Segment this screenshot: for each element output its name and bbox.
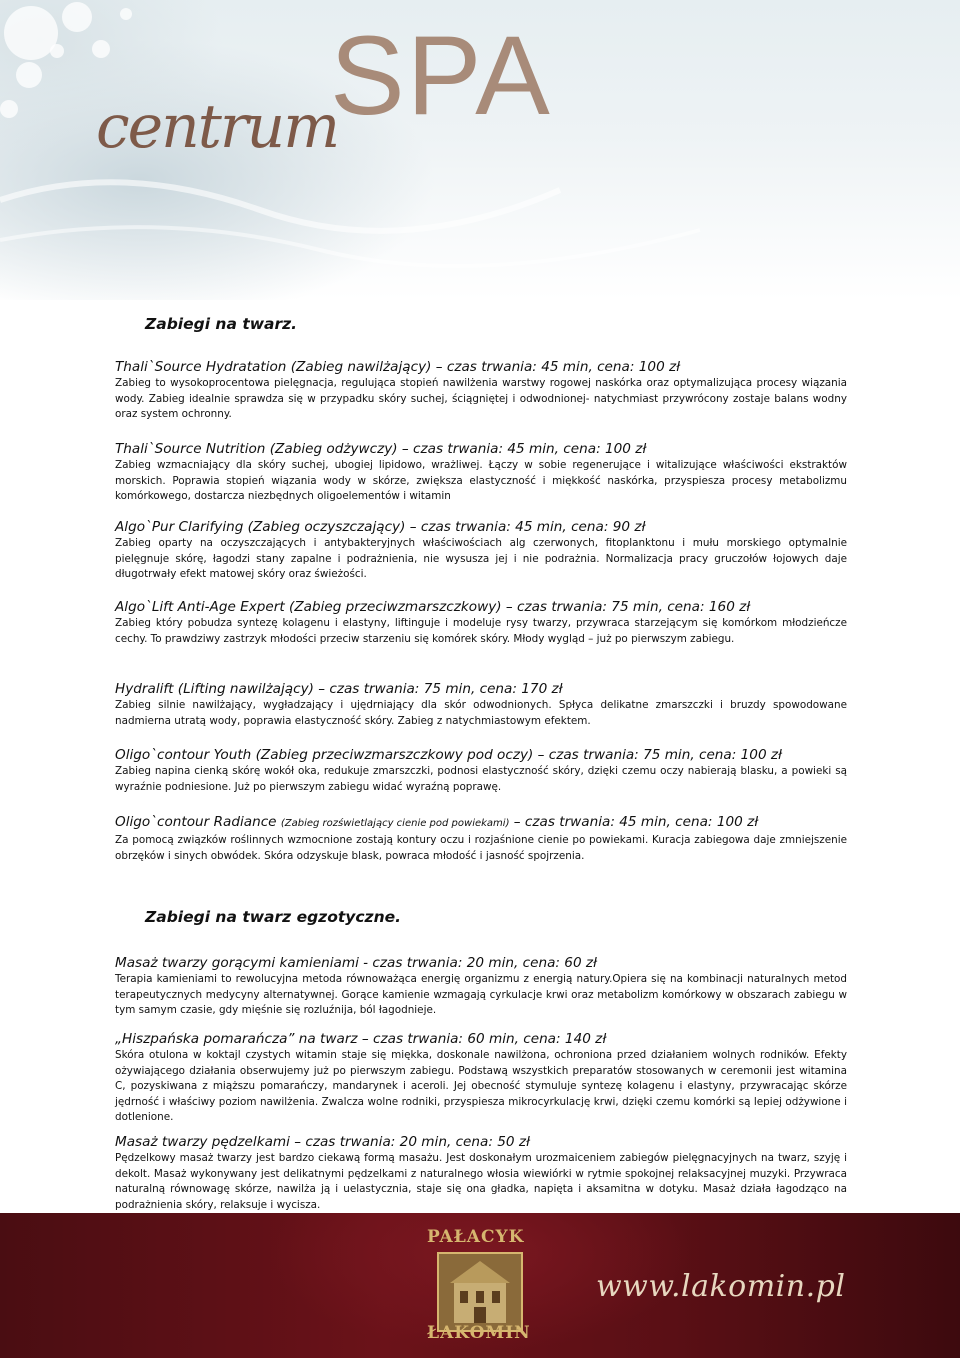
treatment-description: Zabieg wzmacniający dla skóry suchej, ubogiej lipidowo, wrażliwej. Łączy w sobie regenerujące i witalizujące właściwości ekstraktów morskich. Poprawia stopień wiązania wody w skórze, zwiększa elastyczność i miękkość naskórka, przyspiesza procesy metabolizmu komórkowego, dostarcza niezbędnych oligoelementów i witamin [115,459,847,502]
treatment-title [115,814,847,832]
footer-brand-bottom: ŁAKOMIN [427,1323,531,1343]
treatment-description: Za pomocą związków roślinnych wzmocnione zostają kontury oczu i rozjaśnione cienie po powiekami. Kuracja zabiegowa daje zmniejszenie obrzęków i sinych obwódek. Skóra odzyskuje blask, powraca młodość i jasność spojrzenia. [115,834,847,862]
treatment-item [115,1134,847,1213]
treatment-description: Zabieg to wysokoprocentowa pielęgnacja, regulująca stopień nawilżenia warstwy rogowej naskórka oraz optymalizująca procesy wiązania wody. Zabieg idealnie sprawdza się w przypadku skóry suchej, ściągniętej i odwodnionej- natychmiast przywrócony zostaje balans wodny oraz system ochronny. [115,377,847,420]
logo-spa-text: SPA [330,13,552,138]
treatment-item [115,681,847,729]
treatment-title-note: (Zabieg rozświetlający cienie pod powiekami) [280,818,510,829]
treatment-description: Pędzelkowy masaż twarzy jest bardzo ciekawą formą masażu. Jest doskonałym urozmaiceniem zabiegów pielęgnacyjnych na twarz, szyję i dekolt. Masaż wykonywany jest delikatnymi pędzelkami z naturalnego włosia wiewiórki w rytmie spokojnej relaksacyjnej muzyki. Przywraca naturalną równowagę skórze, nawilża ją i uelastycznia, staje się ona gładka, napięta i aksamitna w dotyku. Masaż działa łagodząco na podrażnienia skóry, relaksuje i wycisza. [115,1152,847,1211]
treatment-title: Algo`Pur Clarifying (Zabieg oczyszczający) – czas trwania: 45 min, cena: 90 zł [115,519,646,535]
treatment-title-main: Oligo`contour Radiance [115,814,281,830]
treatment-description: Terapia kamieniami to rewolucyjna metoda równoważąca energię organizmu z energią natury.Opiera się na kombinacji naturalnych metod terapeutycznych medycyny alternatywnej. Gorące kamienie wzmagają cyrkulacje krwi oraz metabolizm komórkowy w obszarach zabiegu w tym samym czasie, gdy mięśnie się rozluźnija, ból łagodnieje. [115,973,847,1016]
treatment-item [115,441,847,505]
logo-centrum-text: centrum [96,92,339,162]
treatment-title-rest: – czas trwania: 45 min, cena: 100 zł [509,814,759,830]
treatment-item [115,599,847,647]
header-banner [0,0,960,300]
treatment-title: „Hiszpańska pomarańcza” na twarz – czas trwania: 60 min, cena: 140 zł [115,1031,607,1047]
treatment-item [115,519,847,583]
treatment-title: Masaż twarzy gorącymi kamieniami - czas trwania: 20 min, cena: 60 zł [115,955,597,971]
footer-brand-top: PAŁACYK [427,1227,525,1247]
treatment-title: Thali`Source Hydratation (Zabieg nawilżający) – czas trwania: 45 min, cena: 100 zł [115,359,681,375]
treatment-title: Thali`Source Nutrition (Zabieg odżywczy) – czas trwania: 45 min, cena: 100 zł [115,441,647,457]
treatment-description: Zabieg oparty na oczyszczających i antybakteryjnych właściwościach alg czerwonych, fitoplanktonu i mułu morskiego optymalnie pielęgnuje skórę, łagodzi stany zapalne i podrażnienia, nie wysusza jej i nie podrażnia. Normalizacja pracy gruczołów łojowych daje długotrwały efekt matowej skóry oraz świeżości. [115,537,847,580]
footer-banner [0,1213,960,1358]
treatment-title: Algo`Lift Anti-Age Expert (Zabieg przeciwzmarszczkowy) – czas trwania: 75 min, cena: 160 zł [115,599,751,615]
treatment-title: Oligo`contour Youth (Zabieg przeciwzmarszczkowy pod oczy) – czas trwania: 75 min, cena: 100 zł [115,747,782,763]
treatment-title: Masaż twarzy pędzelkami – czas trwania: 20 min, cena: 50 zł [115,1134,530,1150]
treatment-item [115,955,847,1019]
treatment-item [115,359,847,423]
treatment-item [115,814,847,864]
treatment-description: Zabieg napina cienką skórę wokół oka, redukuje zmarszczki, podnosi elastyczność skóry, dzięki czemu oczy nabierają blasku, a powieki są wyraźnie podniesione. Już po pierwszym zabiegu widać wyraźną poprawę. [115,765,847,793]
section-heading-facial: Zabiegi na twarz. [145,315,298,333]
section-heading-exotic: Zabiegi na twarz egzotyczne. [145,908,401,926]
treatment-title: Hydralift (Lifting nawilżający) – czas trwania: 75 min, cena: 170 zł [115,681,563,697]
treatment-item [115,1031,847,1126]
footer-website-link[interactable]: www.lakomin.pl [596,1269,846,1304]
treatment-description: Zabieg który pobudza syntezę kolagenu i elastyny, liftinguje i modeluje rysy twarzy, przywraca starzejącym się komórkom młodzieńcze cechy. To prawdziwy zastrzyk młodości przeciw starzeniu się komórek skóry. Młody wygląd – już po pierwszym zabiegu. [115,617,847,645]
treatment-item [115,747,847,795]
treatment-description: Zabieg silnie nawilżający, wygładzający i ujędrniający dla skór odwodnionych. Spłyca delikatne zmarszczki i bruzdy spowodowane nadmierna utratą wody, poprawia elastyczność skóry. Zabieg z natychmiastowym efektem. [115,699,847,727]
treatment-description: Skóra otulona w koktajl czystych witamin staje się miękka, doskonale nawilżona, ochroniona przed działaniem wolnych rodników. Efekty ożywiającego działania obserwujemy już po pierwszym zabiegu. Podstawą wszystkich preparatów stosowanych w ceremonii jest witamina C, pozyskiwana z miąższu pomarańczy, mandarynek i aceroli. Jej obecność stymuluje syntezę kolagenu i elastyny, przywracając skórze jędrność i właściwy poziom nawilżenia. Zwalcza wolne rodniki, przyspiesza mikrocyrkulację krwi, dzięki czemu komórki są lepiej odżywione i dotlenione. [115,1049,847,1123]
